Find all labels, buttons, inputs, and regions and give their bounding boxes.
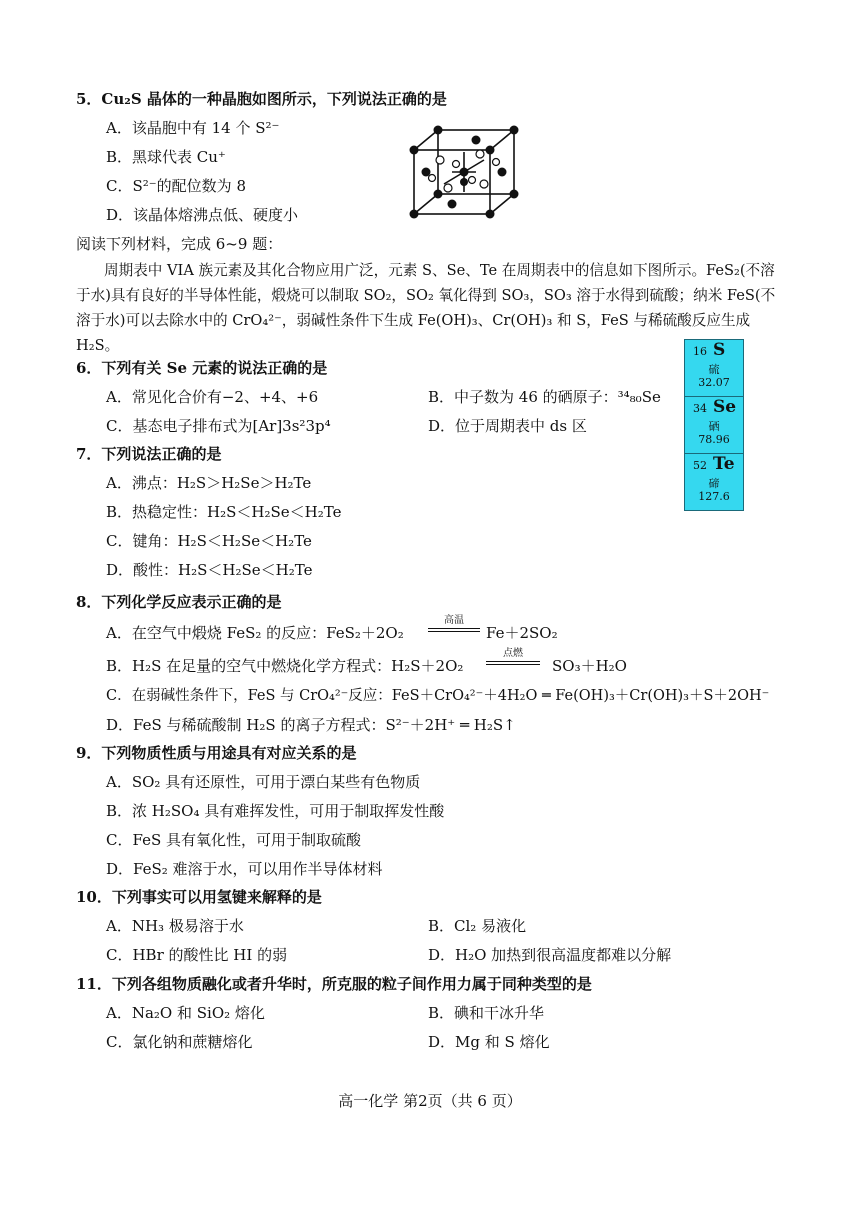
q8-option-b-left: B．H₂S 在足量的空气中燃烧化学方程式：H₂S＋2O₂ <box>106 657 464 675</box>
q8-option-c: C．在弱碱性条件下，FeS 与 CrO₄²⁻反应：FeS＋CrO₄²⁻＋4H₂O ═ Fe(OH)₃＋Cr(OH)₃＋S＋2OH⁻ <box>106 688 770 704</box>
q7-option-d: D．酸性：H₂S＜H₂Se＜H₂Te <box>106 561 313 579</box>
q11-option-d: D．Mg 和 S 熔化 <box>428 1033 550 1051</box>
q9-option-d: D．FeS₂ 难溶于水，可以用作半导体材料 <box>106 860 383 878</box>
q8-option-b-right: SO₃＋H₂O <box>552 657 627 675</box>
q5-option-b: B．黑球代表 Cu⁺ <box>106 148 226 166</box>
q9-option-c: C．FeS 具有氧化性，可用于制取硫酸 <box>106 831 361 849</box>
q7-option-a: A．沸点：H₂S＞H₂Se＞H₂Te <box>106 474 312 492</box>
q11-stem: 11．下列各组物质融化或者升华时，所克服的粒子间作用力属于同种类型的是 <box>76 975 592 993</box>
q8-a-condition-arrow: 高温 <box>428 616 480 632</box>
q5-stem: 5．Cu₂S 晶体的一种晶胞如图所示，下列说法正确的是 <box>76 90 447 108</box>
page-footer: 高一化学 第2页（共 6 页） <box>338 1092 522 1110</box>
q7-option-c: C．键角：H₂S＜H₂Se＜H₂Te <box>106 532 312 550</box>
q11-option-b: B．碘和干冰升华 <box>428 1004 545 1022</box>
q10-option-b: B．Cl₂ 易液化 <box>428 917 527 935</box>
q7-stem: 7．下列说法正确的是 <box>76 445 222 463</box>
q11-option-c: C．氯化钠和蔗糖熔化 <box>106 1033 253 1051</box>
q10-stem: 10．下列事实可以用氢键来解释的是 <box>76 888 322 906</box>
q6-stem: 6．下列有关 Se 元素的说法正确的是 <box>76 359 328 377</box>
q6-option-d: D．位于周期表中 ds 区 <box>428 417 587 435</box>
q5-option-c: C．S²⁻的配位数为 8 <box>106 177 246 195</box>
cu2s-unit-cell-figure <box>404 124 524 224</box>
q6-option-a: A．常见化合价有−2、+4、+6 <box>106 388 319 406</box>
material-paragraph: 周期表中 VIA 族元素及其化合物应用广泛，元素 S、Se、Te 在周期表中的信息如下图所示。FeS₂(不溶于水)具有良好的半导体性能，煅烧可以制取 SO₂，SO₂ 氧化得到 SO₃，SO₃ 溶于水得到硫酸；纳米 FeS(不溶于水)可以去除水中的 CrO₄²⁻，弱碱性条件下生成 Fe(OH)₃、Cr(OH)₃ 和 S，FeS 与稀硫酸反应生成 H₂S。 <box>76 262 776 354</box>
q8-b-condition-arrow: 点燃 <box>486 649 540 665</box>
q10-option-a: A．NH₃ 极易溶于水 <box>106 917 244 935</box>
q9-option-a: A．SO₂ 具有还原性，可用于漂白某些有色物质 <box>106 773 421 791</box>
periodic-table-excerpt <box>684 339 744 511</box>
element-cell-s: 16 S 硫 32.07 <box>685 340 743 397</box>
element-cell-te: 52 Te 碲 127.6 <box>693 454 735 503</box>
q9-option-b: B．浓 H₂SO₄ 具有难挥发性，可用于制取挥发性酸 <box>106 802 445 820</box>
q9-stem: 9．下列物质性质与用途具有对应关系的是 <box>76 744 357 762</box>
q5-option-a: A．该晶胞中有 14 个 S²⁻ <box>106 119 280 137</box>
q8-option-a-right: Fe＋2SO₂ <box>486 624 558 642</box>
material-intro: 阅读下列材料，完成 6~9 题： <box>76 235 283 253</box>
q8-option-a-left: A．在空气中煅烧 FeS₂ 的反应：FeS₂＋2O₂ <box>106 624 404 642</box>
q8-stem: 8．下列化学反应表示正确的是 <box>76 593 282 611</box>
q6-option-b: B．中子数为 46 的硒原子：³⁴₈₀Se <box>428 388 661 406</box>
q6-option-c: C．基态电子排布式为[Ar]3s²3p⁴ <box>106 417 331 435</box>
q10-option-d: D．H₂O 加热到很高温度都难以分解 <box>428 946 672 964</box>
q7-option-b: B．热稳定性：H₂S＜H₂Se＜H₂Te <box>106 503 342 521</box>
q5-option-d: D．该晶体熔沸点低、硬度小 <box>106 206 299 224</box>
q11-option-a: A．Na₂O 和 SiO₂ 熔化 <box>106 1004 265 1022</box>
q10-option-c: C．HBr 的酸性比 HI 的弱 <box>106 946 288 964</box>
q8-option-d: D．FeS 与稀硫酸制 H₂S 的离子方程式：S²⁻＋2H⁺ ═ H₂S↑ <box>106 716 516 734</box>
element-cell-se: 34 Se 硒 78.96 <box>685 397 743 454</box>
